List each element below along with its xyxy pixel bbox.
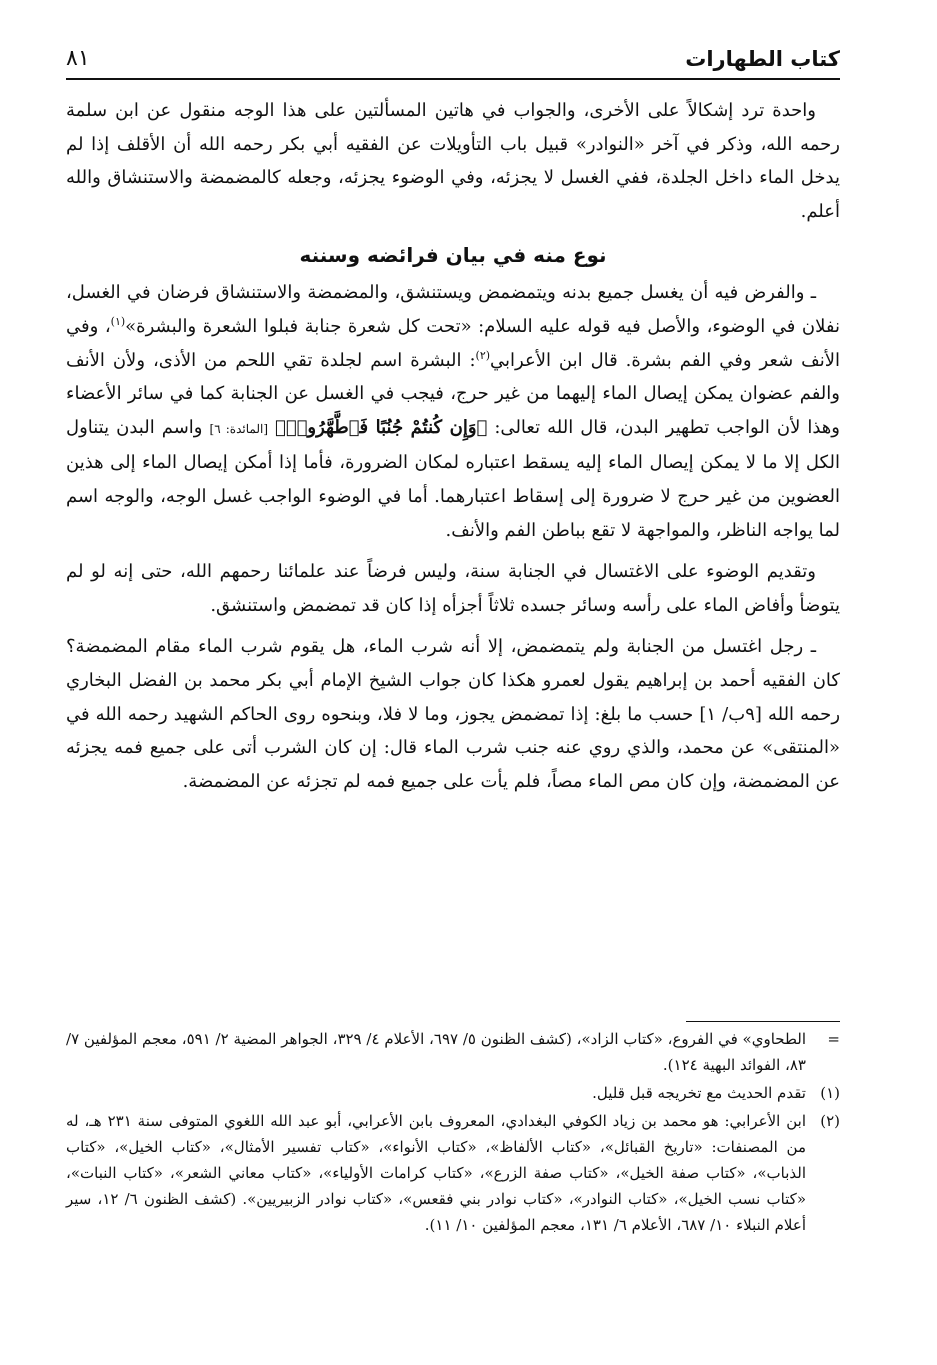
footnote-continued xyxy=(66,1026,840,1078)
paragraph-4: ـ رجل اغتسل من الجنابة ولم يتمضمض، إلا أنه شرب الماء، هل يقوم شرب الماء مقام المضمضة؟ كان الفقيه أحمد بن إبراهيم يقول لعمرو هكذا كان جواب الشيخ الإمام أبي بكر محمد بن الفضل البخاري رحمه الله [٩ب/ ١] حسب ما بلغ: إذا تمضمض يجوز، وما لا فلا، وبنحوه روى الحاكم الشهيد رحمه الله في «المنتقى» عن محمد، والذي روي عنه جنب شرب الماء قال: إن كان الشرب أتى على جميع فمه يجزئه عن المضمضة، وإن كان مص الماء مصاً، فلم يأت على جميع فمه لم تجزئه عن المضمضة. xyxy=(66,636,841,792)
paragraph-2 xyxy=(66,276,840,547)
paragraph-3: وتقديم الوضوء على الاغتسال في الجنابة سنة، وليس فرضاً عند علمائنا رحمهم الله، حتى إنه لو لم يتوضأ وأفاض الماء على رأسه وسائر جسده ثلاثاً أجزأه إذا كان قد تمضمض واستنشق. xyxy=(66,561,840,616)
paragraph-2-part-a: ـ والفرض فيه أن يغسل جميع بدنه ويتمضمض ويستنشق، والمضمضة والاستنشاق فرضان في الغسل، نفلان في الوضوء، والأصل فيه قوله عليه السلام: «تحت كل شعرة جنابة فبلوا الشعرة والبشرة» xyxy=(66,282,840,337)
page-number: ٨١ xyxy=(66,46,90,71)
header-divider xyxy=(66,78,840,80)
footnote-2 xyxy=(66,1108,840,1238)
footnote-ref-1[interactable]: (١) xyxy=(110,314,126,328)
footnote-ref-2[interactable]: (٢) xyxy=(475,348,491,362)
footnote-divider xyxy=(686,1021,840,1022)
book-page xyxy=(66,40,840,798)
footnotes xyxy=(66,1026,840,1238)
paragraph-1: واحدة ترد إشكالاً على الأخرى، والجواب في هاتين المسألتين على هذا الوجه منقول عن ابن سلمة رحمه الله، وذكر في آخر «النوادر» قبيل باب التأويلات عن الفقيه أبي بكر رحمه الله أن الأقلف إذا لم يدخل الماء داخل الجلدة، ففي الغسل لا يجزئه، وفي الوضوء يجزئه، وجعله كالمضمضة والاستنشاق والله أعلم. xyxy=(66,100,840,222)
paragraph-2-part-c: : البشرة اسم لجلدة تقي اللحم من الأذى، ولأن الأنف والفم عضوان يمكن إيصال الماء إليهما من غير حرج، فيجب في الغسل عن الجنابة كما في سائر الأعضاء وهذا لأن الواجب تطهير البدن، قال الله تعالى: xyxy=(66,349,840,438)
chapter-title: كتاب الطهارات xyxy=(685,47,840,71)
footnote-marker: (٢) xyxy=(820,1112,840,1130)
footnote-marker: (١) xyxy=(820,1084,840,1102)
paragraph-2-part-b: ، وفي الأنف شعر وفي الفم بشرة. قال ابن الأعرابي xyxy=(66,315,841,371)
paragraph-2-part-d: واسم البدن يتناول الكل إلا ما لا يمكن إيصال الماء إليه يسقط اعتباره لمكان الضرورة، فأما إذا أمكن إيصال الماء إلى هذين العضوين من غير حرج لا ضرورة إلى إسقاط اعتبارهما. أما في الوضوء الواجب غسل الوجه، والوجه اسم لما يواجه الناظر، والمواجهة لا تقع بباطن الفم والأنف. xyxy=(66,416,840,541)
footnote-1 xyxy=(66,1080,840,1106)
main-text xyxy=(66,94,840,798)
footnote-text: تقدم الحديث مع تخريجه قبل قليل. xyxy=(592,1084,806,1102)
footnote-text: ابن الأعرابي: هو محمد بن زياد الكوفي البغدادي، المعروف بابن الأعرابي، أبو عبد الله اللغوي المتوفى سنة ٢٣١ هـ، له من المصنفات: «تاريخ القبائل»، «كتاب الألفاظ»، «كتاب الأنواء»، «كتاب تفسير الأمثال»، «كتاب الخيل»، «كتاب الذباب»، «كتاب صفة الخيل»، «كتاب صفة الزرع»، «كتاب كرامات الأولياء»، «كتاب معاني الشعر»، «كتاب النبات»، «كتاب نسب الخيل»، «كتاب النوادر»، «كتاب نوادر بني فقعس»، «كتاب نوادر الزبيريين». (كشف الظنون ٦/ ١٢، سير أعلام النبلاء ١٠/ ٦٨٧، الأعلام ٦/ ١٣١، معجم المؤلفين ١٠/ ١١). xyxy=(66,1112,807,1234)
quran-verse: ﴿وَإِن كُنتُمْ جُنُبًا فَٱطَّهَّرُوا۟﴾ xyxy=(275,416,488,438)
verse-reference: [المائدة: ٦] xyxy=(209,421,268,436)
footnote-text: الطحاوي» في الفروع، «كتاب الزاد»، (كشف الظنون ٥/ ٦٩٧، الأعلام ٤/ ٣٢٩، الجواهر المضية ٢/ ٥٩١، معجم المؤلفين ٧/ ٨٣، الفوائد البهية ١٢٤). xyxy=(66,1030,807,1074)
footnote-marker: = xyxy=(827,1030,840,1048)
running-header xyxy=(66,40,840,74)
section-heading: نوع منه في بيان فرائضه وسننه xyxy=(299,243,607,268)
